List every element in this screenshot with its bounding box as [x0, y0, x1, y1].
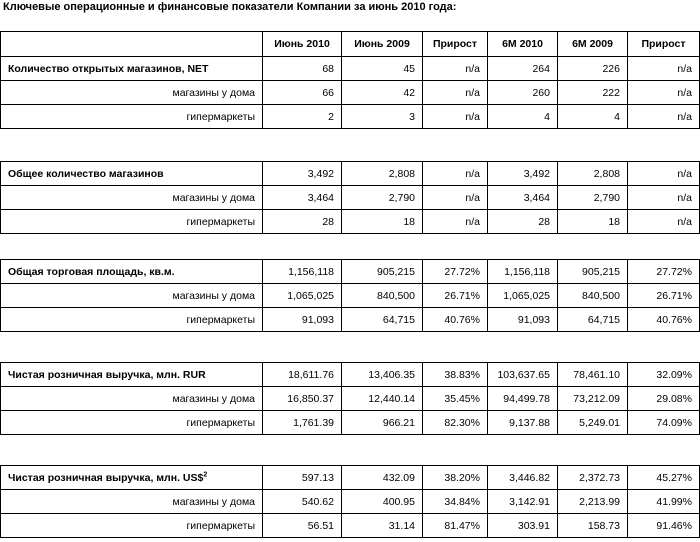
cell-value: 45.27%	[628, 466, 700, 490]
section-table	[0, 259, 700, 332]
table-row	[1, 308, 700, 332]
cell-value: 82.30%	[423, 411, 488, 435]
cell-value: 2	[263, 105, 342, 129]
row-label: магазины у дома	[1, 284, 263, 308]
cell-value: 81.47%	[423, 514, 488, 538]
cell-value: 158.73	[558, 514, 628, 538]
cell-value: 28	[488, 210, 558, 234]
cell-value: 78,461.10	[558, 363, 628, 387]
cell-value: 1,156,118	[263, 260, 342, 284]
table-row	[1, 514, 700, 538]
table-row	[1, 387, 700, 411]
cell-value: n/a	[423, 105, 488, 129]
cell-value: 303.91	[488, 514, 558, 538]
cell-value: n/a	[628, 186, 700, 210]
cell-value: 540.62	[263, 490, 342, 514]
cell-value: 16,850.37	[263, 387, 342, 411]
cell-value: 68	[263, 57, 342, 81]
table-row	[1, 411, 700, 435]
cell-value: 27.72%	[628, 260, 700, 284]
col-header-6m-2010: 6М 2010	[488, 32, 558, 57]
cell-value: 26.71%	[628, 284, 700, 308]
cell-value: 264	[488, 57, 558, 81]
row-label: магазины у дома	[1, 387, 263, 411]
cell-value: 45	[342, 57, 423, 81]
cell-value: 27.72%	[423, 260, 488, 284]
cell-value: 2,790	[558, 186, 628, 210]
cell-value: 2,808	[558, 162, 628, 186]
cell-value: n/a	[628, 57, 700, 81]
cell-value: 222	[558, 81, 628, 105]
cell-value: 260	[488, 81, 558, 105]
cell-value: 42	[342, 81, 423, 105]
section-row	[1, 57, 700, 81]
cell-value: 32.09%	[628, 363, 700, 387]
col-header-6m-2009: 6М 2009	[558, 32, 628, 57]
cell-value: 74.09%	[628, 411, 700, 435]
cell-value: n/a	[423, 186, 488, 210]
cell-value: 18	[342, 210, 423, 234]
header-table	[0, 31, 700, 129]
section-label: Общая торговая площадь, кв.м.	[1, 260, 263, 284]
cell-value: 3,464	[488, 186, 558, 210]
row-label: магазины у дома	[1, 490, 263, 514]
cell-value: 41.99%	[628, 490, 700, 514]
section-table	[0, 161, 700, 234]
cell-value: 2,808	[342, 162, 423, 186]
row-label: магазины у дома	[1, 81, 263, 105]
row-label: гипермаркеты	[1, 105, 263, 129]
cell-value: 26.71%	[423, 284, 488, 308]
section-label-text: Чистая розничная выручка, млн. US$	[8, 471, 204, 484]
cell-value: 4	[558, 105, 628, 129]
cell-value: 18,611.76	[263, 363, 342, 387]
cell-value: 94,499.78	[488, 387, 558, 411]
row-label: магазины у дома	[1, 186, 263, 210]
cell-value: 5,249.01	[558, 411, 628, 435]
row-label: гипермаркеты	[1, 411, 263, 435]
cell-value: 3,446.82	[488, 466, 558, 490]
cell-value: n/a	[628, 105, 700, 129]
cell-value: 905,215	[342, 260, 423, 284]
col-header-jun-2010: Июнь 2010	[263, 32, 342, 57]
cell-value: 38.20%	[423, 466, 488, 490]
cell-value: 3,142.91	[488, 490, 558, 514]
row-label: гипермаркеты	[1, 308, 263, 332]
section-label: Чистая розничная выручка, млн. RUR	[1, 363, 263, 387]
cell-value: 31.14	[342, 514, 423, 538]
cell-value: 3,492	[263, 162, 342, 186]
cell-value: 91.46%	[628, 514, 700, 538]
cell-value: n/a	[423, 57, 488, 81]
section-table	[0, 465, 700, 538]
section-row	[1, 162, 700, 186]
table-row	[1, 284, 700, 308]
cell-value: 34.84%	[423, 490, 488, 514]
cell-value: 4	[488, 105, 558, 129]
cell-value: n/a	[628, 210, 700, 234]
cell-value: 56.51	[263, 514, 342, 538]
col-header-growth-month: Прирост	[423, 32, 488, 57]
cell-value: 64,715	[342, 308, 423, 332]
row-label: гипермаркеты	[1, 210, 263, 234]
col-header-growth-6m: Прирост	[628, 32, 700, 57]
cell-value: 29.08%	[628, 387, 700, 411]
cell-value: 966.21	[342, 411, 423, 435]
cell-value: 73,212.09	[558, 387, 628, 411]
table-row	[1, 186, 700, 210]
section-table	[0, 362, 700, 435]
header-row	[1, 32, 700, 57]
cell-value: 2,372.73	[558, 466, 628, 490]
cell-value: 840,500	[558, 284, 628, 308]
cell-value: 597.13	[263, 466, 342, 490]
cell-value: 905,215	[558, 260, 628, 284]
table-row	[1, 210, 700, 234]
cell-value: 1,156,118	[488, 260, 558, 284]
cell-value: 12,440.14	[342, 387, 423, 411]
footnote-marker: 2	[203, 471, 208, 478]
cell-value: 3,464	[263, 186, 342, 210]
cell-value: 3	[342, 105, 423, 129]
cell-value: 3,492	[488, 162, 558, 186]
header-blank-cell	[1, 32, 263, 57]
cell-value: n/a	[628, 162, 700, 186]
table-row	[1, 105, 700, 129]
cell-value: 103,637.65	[488, 363, 558, 387]
cell-value: n/a	[423, 210, 488, 234]
cell-value: 1,761.39	[263, 411, 342, 435]
cell-value: 91,093	[263, 308, 342, 332]
cell-value: n/a	[628, 81, 700, 105]
cell-value: 2,213.99	[558, 490, 628, 514]
cell-value: 38.83%	[423, 363, 488, 387]
cell-value: 66	[263, 81, 342, 105]
section-row	[1, 260, 700, 284]
cell-value: 35.45%	[423, 387, 488, 411]
cell-value: 64,715	[558, 308, 628, 332]
section-label: Количество открытых магазинов, NET	[1, 57, 263, 81]
page-title: Ключевые операционные и финансовые показатели Компании за июнь 2010 года:	[3, 1, 457, 13]
cell-value: 840,500	[342, 284, 423, 308]
cell-value: 40.76%	[423, 308, 488, 332]
col-header-jun-2009: Июнь 2009	[342, 32, 423, 57]
cell-value: 226	[558, 57, 628, 81]
cell-value: 18	[558, 210, 628, 234]
cell-value: 400.95	[342, 490, 423, 514]
section-row	[1, 466, 700, 490]
cell-value: 432.09	[342, 466, 423, 490]
table-row	[1, 81, 700, 105]
cell-value: 28	[263, 210, 342, 234]
section-label	[1, 466, 263, 490]
cell-value: 1,065,025	[263, 284, 342, 308]
cell-value: 9,137.88	[488, 411, 558, 435]
cell-value: 91,093	[488, 308, 558, 332]
cell-value: 40.76%	[628, 308, 700, 332]
section-label: Общее количество магазинов	[1, 162, 263, 186]
cell-value: 13,406.35	[342, 363, 423, 387]
table-row	[1, 490, 700, 514]
cell-value: 1,065,025	[488, 284, 558, 308]
cell-value: 2,790	[342, 186, 423, 210]
cell-value: n/a	[423, 81, 488, 105]
section-row	[1, 363, 700, 387]
row-label: гипермаркеты	[1, 514, 263, 538]
cell-value: n/a	[423, 162, 488, 186]
